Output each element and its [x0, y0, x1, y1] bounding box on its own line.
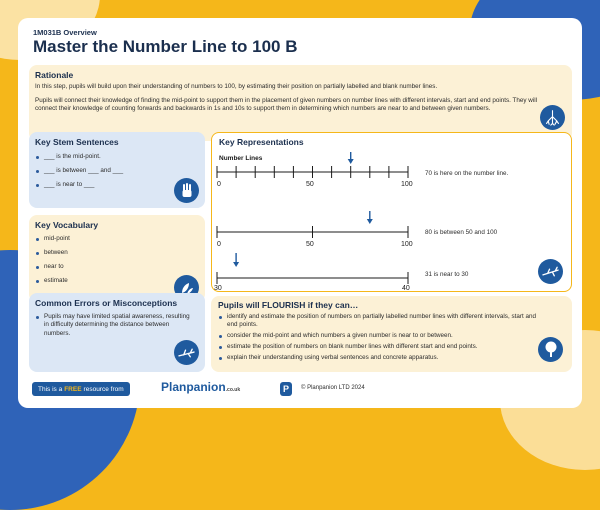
tree-icon: [538, 337, 563, 362]
key-rep-title: Key Representations: [219, 137, 304, 147]
rationale-title: Rationale: [35, 70, 74, 80]
nl2-caption: 80 is between 50 and 100: [425, 229, 498, 236]
rationale-box: [29, 65, 572, 141]
key-stem-box: [29, 132, 205, 208]
list-item: consider the mid-point and which numbers a given number is near to or between.: [218, 332, 536, 339]
list-item: mid-point: [35, 235, 155, 242]
nl1-caption: 70 is here on the number line.: [425, 170, 509, 177]
free-resource-banner: This is a FREE resource from: [32, 382, 130, 396]
errors-box: [29, 293, 205, 372]
number-line-1: [212, 152, 417, 182]
key-representations-box: [211, 132, 572, 292]
flourish-box: [211, 296, 572, 372]
list-item: between: [35, 249, 155, 256]
nl3-label-end: 40: [402, 285, 410, 292]
nl1-label-mid: 50: [306, 181, 314, 188]
list-item: ___ is the mid-point.: [35, 153, 175, 160]
overview-card: [18, 18, 582, 408]
lesson-code: 1M031B Overview: [33, 28, 97, 37]
number-lines-subtitle: Number Lines: [219, 155, 263, 162]
list-item: Pupils may have limited spatial awareness, resulting in difficulty determining the distance between numbers.: [35, 313, 195, 338]
planpanion-mini-logo: P: [280, 382, 292, 396]
key-vocab-box: [29, 215, 205, 302]
nl2-label-mid: 50: [306, 241, 314, 248]
nl3-label-start: 30: [214, 285, 222, 292]
branch-icon: [174, 340, 199, 365]
page-title: Master the Number Line to 100 B: [33, 37, 298, 56]
brand-logo: Planpanion.co.uk: [161, 380, 241, 394]
nl2-label-end: 100: [401, 241, 413, 248]
roots-icon: [540, 105, 565, 130]
rationale-paragraph-2: Pupils will connect their knowledge of finding the mid-point to support them in the placement of given numbers on number lines with different intervals, start and end points. They will connect their knowledge of counting forwards and backwards in 1s and 10s to support them in determining which numbers are near to and between given numbers.: [35, 97, 538, 113]
key-vocab-title: Key Vocabulary: [35, 220, 99, 230]
list-item: ___ is near to ___: [35, 181, 175, 188]
list-item: near to: [35, 263, 155, 270]
nl2-label-start: 0: [217, 241, 221, 248]
list-item: identify and estimate the position of numbers on partially labelled number lines with different intervals, start and end points.: [218, 313, 536, 329]
flourish-title: Pupils will FLOURISH if they can…: [218, 300, 359, 310]
number-line-2: [212, 195, 417, 245]
nl1-label-end: 100: [401, 181, 413, 188]
list-item: estimate: [35, 277, 155, 284]
list-item: estimate the position of numbers on blank number lines with different start and end points.: [218, 343, 536, 350]
hand-icon: [174, 178, 199, 203]
nl1-label-start: 0: [217, 181, 221, 188]
branch-icon: [538, 259, 563, 284]
key-stem-title: Key Stem Sentences: [35, 137, 119, 147]
errors-title: Common Errors or Misconceptions: [35, 298, 178, 308]
number-line-3: [212, 251, 417, 287]
list-item: explain their understanding using verbal sentences and concrete apparatus.: [218, 354, 536, 361]
list-item: ___ is between ___ and ___: [35, 167, 175, 174]
rationale-paragraph-1: In this step, pupils will build upon their understanding of numbers to 100, by estimating their position on partially labelled and blank number lines.: [35, 83, 438, 90]
nl3-caption: 31 is near to 30: [425, 271, 469, 278]
copyright: © Planpanion LTD 2024: [301, 385, 365, 391]
